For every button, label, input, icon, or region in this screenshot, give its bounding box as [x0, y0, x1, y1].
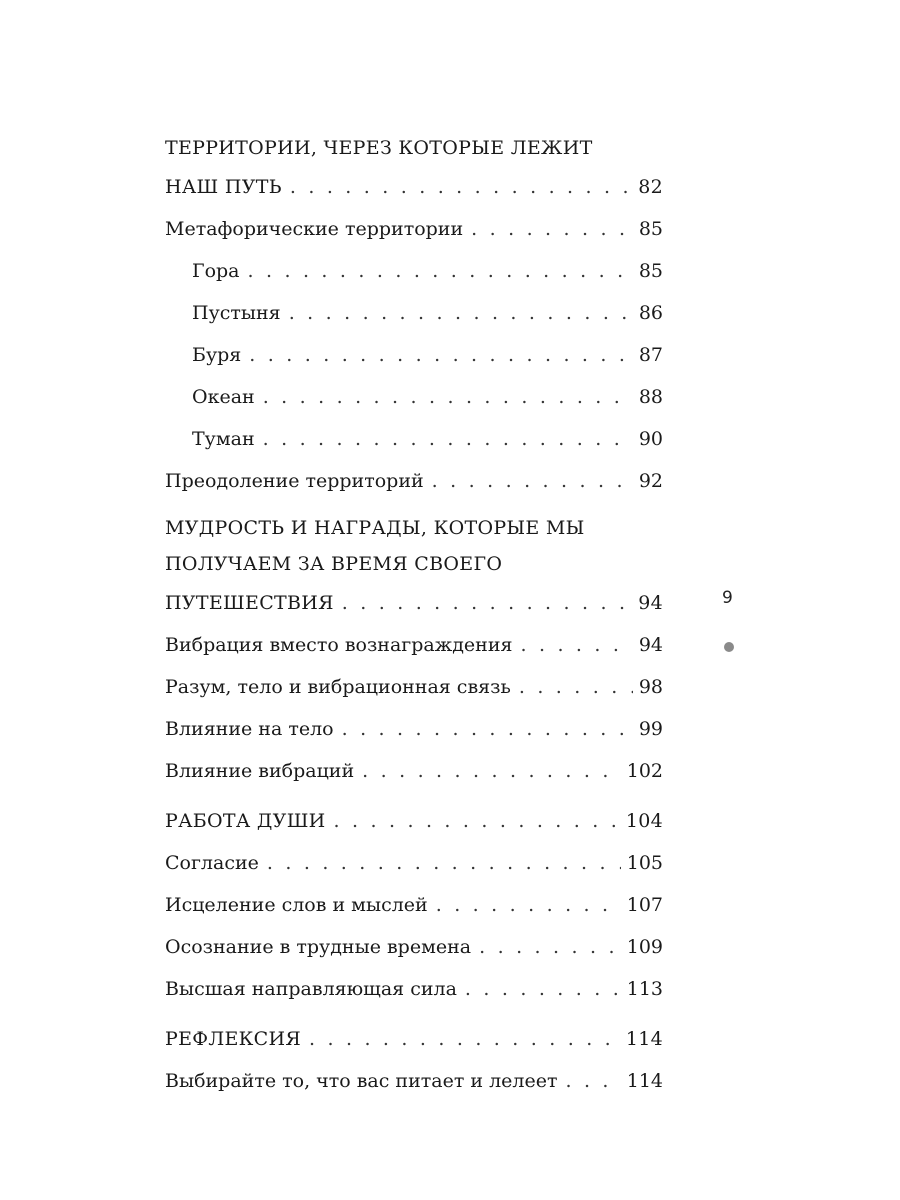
entry-label: Разум, тело и вибрационная связь: [165, 676, 511, 698]
entry-label: Влияние на тело: [165, 718, 334, 740]
toc-subentry[interactable]: [165, 334, 663, 376]
entry-label: Выбирайте то, что вас питает и лелеет: [165, 1070, 558, 1092]
toc-entry[interactable]: [165, 666, 663, 708]
entry-label: Вибрация вместо вознаграждения: [165, 634, 513, 656]
dot-leader: [290, 166, 632, 208]
page-number: 107: [626, 894, 663, 916]
entry-label: Метафорические территории: [165, 218, 464, 240]
page-number: 92: [638, 470, 663, 492]
toc-subentry[interactable]: [165, 292, 663, 334]
dot-leader: [520, 624, 632, 666]
entry-label: Пустыня: [192, 302, 281, 324]
page-number: 114: [625, 1028, 663, 1050]
page-number: 109: [626, 936, 663, 958]
toc-entry[interactable]: [165, 1060, 663, 1102]
page-number: 105: [626, 852, 663, 874]
dot-leader: [432, 460, 633, 502]
entry-label: Буря: [192, 344, 242, 366]
entry-label: НАШ ПУТЬ: [165, 176, 282, 198]
dot-leader: [342, 582, 632, 624]
dot-leader: [436, 884, 621, 926]
toc-section: [165, 510, 663, 792]
dot-leader: [519, 666, 633, 708]
page-number: 88: [638, 386, 663, 408]
entry-label: Исцеление слов и мыслей: [165, 894, 428, 916]
table-of-contents: [165, 130, 663, 1102]
page-number: 98: [638, 676, 663, 698]
section-heading-line: МУДРОСТЬ И НАГРАДЫ, КОТОРЫЕ МЫ: [165, 517, 585, 539]
page-number: 82: [638, 176, 663, 198]
dot-leader: [263, 418, 633, 460]
toc-section: [165, 800, 663, 1010]
toc-subentry[interactable]: [165, 376, 663, 418]
toc-entry[interactable]: [165, 624, 663, 666]
page-number: 113: [626, 978, 663, 1000]
entry-label: РЕФЛЕКСИЯ: [165, 1028, 302, 1050]
toc-subentry[interactable]: [165, 418, 663, 460]
page-number: 90: [638, 428, 663, 450]
dot-leader: [334, 800, 620, 842]
page-number: 85: [638, 260, 663, 282]
page-folio: 9: [722, 588, 733, 608]
entry-label: Преодоление территорий: [165, 470, 424, 492]
entry-label: Высшая направляющая сила: [165, 978, 457, 1000]
toc-entry[interactable]: [165, 460, 663, 502]
toc-entry[interactable]: [165, 708, 663, 750]
toc-entry[interactable]: [165, 884, 663, 926]
dot-leader: [471, 208, 633, 250]
page-number: 87: [638, 344, 663, 366]
page-number: 104: [625, 810, 663, 832]
section-heading-line: ПОЛУЧАЕМ ЗА ВРЕМЯ СВОЕГО: [165, 553, 503, 575]
page-number: 94: [638, 592, 663, 614]
toc-subentry[interactable]: [165, 250, 663, 292]
toc-entry-heading[interactable]: [165, 1018, 663, 1060]
entry-label: ПУТЕШЕСТВИЯ: [165, 592, 334, 614]
entry-label: Осознание в трудные времена: [165, 936, 472, 958]
dot-leader: [479, 926, 621, 968]
dot-leader: [342, 708, 633, 750]
dot-leader: [267, 842, 621, 884]
dot-leader: [362, 750, 621, 792]
toc-entry[interactable]: [165, 926, 663, 968]
toc-entry[interactable]: [165, 208, 663, 250]
bullet-marker-icon: [724, 642, 734, 652]
page-number: 102: [626, 760, 663, 782]
dot-leader: [465, 968, 621, 1010]
section-heading-line: ТЕРРИТОРИИ, ЧЕРЕЗ КОТОРЫЕ ЛЕЖИТ: [165, 137, 593, 159]
dot-leader: [263, 376, 633, 418]
toc-entry-heading[interactable]: [165, 166, 663, 208]
toc-entry-heading[interactable]: [165, 800, 663, 842]
dot-leader: [565, 1060, 620, 1102]
entry-label: Океан: [192, 386, 255, 408]
dot-leader: [249, 334, 633, 376]
page-number: 94: [638, 634, 663, 656]
toc-entry[interactable]: [165, 750, 663, 792]
entry-label: Влияние вибраций: [165, 760, 355, 782]
entry-label: Туман: [192, 428, 255, 450]
toc-entry-heading[interactable]: [165, 582, 663, 624]
page-number: 85: [638, 218, 663, 240]
entry-label: Согласие: [165, 852, 259, 874]
toc-entry[interactable]: [165, 968, 663, 1010]
dot-leader: [309, 1018, 620, 1060]
dot-leader: [248, 250, 633, 292]
entry-label: Гора: [192, 260, 240, 282]
toc-entry[interactable]: [165, 842, 663, 884]
page-number: 114: [626, 1070, 663, 1092]
dot-leader: [289, 292, 633, 334]
page-number: 99: [638, 718, 663, 740]
entry-label: РАБОТА ДУШИ: [165, 810, 326, 832]
page-number: 86: [638, 302, 663, 324]
toc-section: [165, 130, 663, 502]
toc-section: [165, 1018, 663, 1102]
